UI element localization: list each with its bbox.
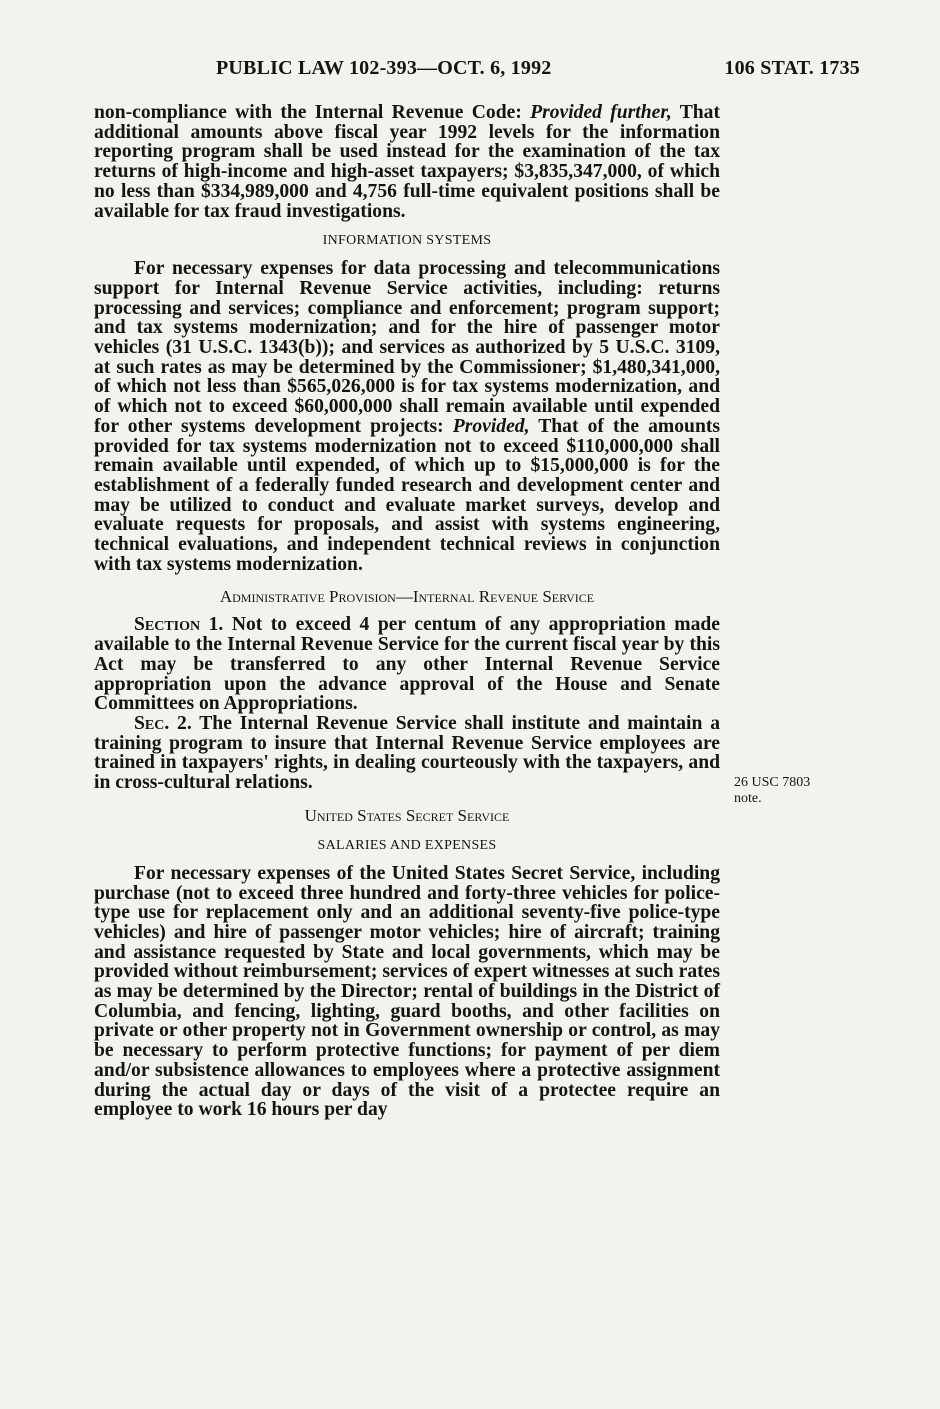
section-1: Section 1. Not to exceed 4 per centum of any appropriation made available to the Internal Revenue Service for the current fiscal year by this Act may be transferred to any other Internal Revenue Service appropriation upon the advance approval of the House and Senate Committees on Appropriations. — [94, 614, 721, 715]
heading-administrative-provision: Administrative Provision—Internal Revenue Service — [219, 587, 595, 607]
proviso-italic: Provided further, — [530, 102, 672, 123]
document-body — [94, 103, 720, 1120]
section-label: Sec. 2. — [134, 712, 192, 734]
heading-salaries-expenses: SALARIES AND EXPENSES — [317, 837, 497, 853]
heading-information-systems: INFORMATION SYSTEMS — [322, 233, 492, 249]
header-citation: PUBLIC LAW 102-393—OCT. 6, 1992 — [216, 57, 552, 79]
heading-secret-service: United States Secret Service — [304, 805, 510, 825]
section-label: Section 1. — [134, 614, 224, 636]
paragraph-continuation: non-compliance with the Internal Revenue Code: Provided further, That additional amounts above fiscal year 1992 levels for the information reporting program shall be used instead for the examination of the tax returns of high-income and high-asset taxpayers; $3,835,347,000, of which no less than $334,989,000 and 4,756 full-time equivalent positions shall be available for tax fraud investigations. — [94, 102, 720, 222]
paragraph-secret-service: For necessary expenses of the United States Secret Service, including purchase (not to exceed three hundred and forty-three vehicles for police-type use for replacement only and an additional seventy-five police-type vehicles) and hire of passenger motor vehicles; hire of aircraft; training and assistance requested by State and local governments, which may be provided without reimbursement; services of expert witnesses at such rates as may be determined by the Director; rental of buildings in the District of Columbia, and fencing, lighting, guard booths, and other facilities on private or other property not in Government ownership or control, as may be necessary to perform protective functions; for payment of per diem and/or subsistence allowances to employees where a protective assignment during the actual day or days of the visit of a protectee require an employee to work 16 hours per day — [94, 862, 720, 1121]
running-header — [216, 57, 860, 80]
proviso-italic: Provided, — [452, 415, 530, 437]
margin-note-citation: 26 USC 7803 — [734, 775, 811, 790]
paragraph-information-systems: For necessary expenses for data processing and telecommunications support for Internal Revenue Service activities, including: returns processing and services; compliance and enforcement; program support; and tax systems modernization; and for the hire of passenger motor vehicles (31 U.S.C. 1343(b)); and services as authorized by 5 U.S.C. 3109, at such rates as may be determined by the Commissioner; $1,480,341,000, of which not less than $565,026,000 is for tax systems modernization, and of which not to exceed $60,000,000 shall remain available until expended for other systems development projects: Provided, That of the amounts provided for tax systems modernization not to exceed $110,000,000 shall remain available until expended, of which up to $15,000,000 is for the establishment of a federally funded research and development center and may be utilized to conduct and evaluate market surveys, develop and evaluate requests for proposals, and assist with systems engineering, technical evaluations, and independent technical reviews in conjunction with tax systems modernization. — [94, 258, 720, 575]
header-page-number: 106 STAT. 1735 — [724, 57, 860, 79]
margin-note-label: note. — [734, 791, 762, 806]
section-2: Sec. 2. The Internal Revenue Service shall institute and maintain a training program to insure that Internal Revenue Service employees are trained in taxpayers' rights, in dealing courteously with the taxpayers, and in cross-cultural relations. — [94, 712, 721, 794]
margin-note — [734, 775, 810, 807]
